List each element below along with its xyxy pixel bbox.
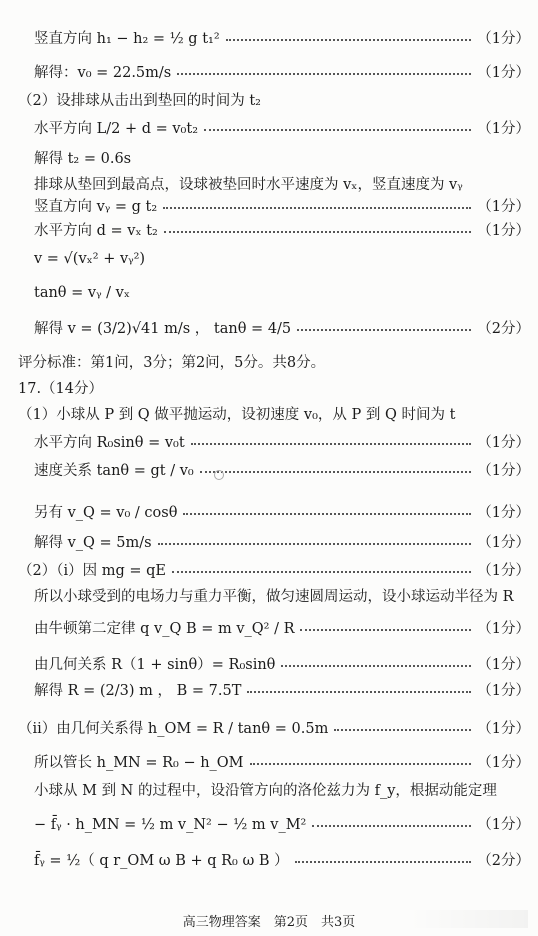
line-text: 由牛顿第二定律 q v_Q B = m v_Q² / R [34,621,295,637]
solution-line [0,718,538,748]
score-label: （1分） [477,817,530,833]
solution-line [0,90,538,120]
line-text: 解得 v = (3/2)√41 m/s ， tanθ = 4/5 [34,321,292,337]
leader-dots [250,763,471,765]
leader-dots [163,207,471,209]
leader-dots [297,329,471,331]
leader-dots [226,39,471,41]
score-label: （1分） [477,435,530,451]
leader-dots [172,571,471,573]
line-text: 水平方向 R₀sinθ = v₀t [34,435,185,451]
line-text: 17.（14分） [18,381,104,397]
line-text: （ii）由几何关系得 h_OM = R / tanθ = 0.5m [18,721,329,737]
line-text: 由几何关系 R（1 + sinθ）= R₀sinθ [34,657,276,673]
solution-line [0,850,538,880]
solution-line [0,282,538,312]
leader-dots [177,73,471,75]
solution-line [0,502,538,532]
leader-dots [158,543,471,545]
score-label: （1分） [477,223,530,239]
score-label: （1分） [477,463,530,479]
leader-dots [295,861,471,863]
line-text: 速度关系 tanθ = gt / v₀ [34,463,194,479]
score-label: （1分） [477,683,530,699]
line-text: 评分标准：第1问，3分；第2问，5分。共8分。 [18,355,326,371]
line-text: − f̄ᵧ · h_MN = ½ m v_N² − ½ m v_M² [34,817,307,833]
line-text: 解得 R = (2/3) m ， B = 7.5T [34,683,242,699]
leader-dots [191,443,471,445]
solution-line [0,432,538,462]
line-text: 竖直方向 h₁ − h₂ = ½ g t₁² [34,31,220,47]
leader-dots [334,729,471,731]
line-text: 解得 t₂ = 0.6s [34,151,132,167]
leader-dots [164,231,471,233]
leader-dots [281,665,471,667]
score-label: （1分） [477,65,530,81]
line-text: 所以管长 h_MN = R₀ − h_OM [34,755,244,771]
score-label: （1分） [477,199,530,215]
leader-dots [300,629,471,631]
score-label: （1分） [477,535,530,551]
score-label: （1分） [477,721,530,737]
solution-line [0,780,538,810]
solution-line [0,752,538,782]
line-text: 另有 v_Q = v₀ / cosθ [34,505,178,521]
line-text: 所以小球受到的电场力与重力平衡，做匀速圆周运动，设小球运动半径为 R [34,589,514,605]
score-label: （1分） [477,657,530,673]
leader-dots [204,129,471,131]
line-text: v = √(vₓ² + vᵧ²) [34,251,146,267]
score-label: （1分） [477,505,530,521]
leader-dots [183,513,471,515]
solution-line [0,404,538,434]
solution-line [0,118,538,148]
line-text: 小球从 M 到 N 的过程中，设沿管方向的洛伦兹力为 f_y，根据动能定理 [34,783,497,799]
line-text: tanθ = vᵧ / vₓ [34,285,130,301]
score-label: （2分） [477,853,530,869]
score-label: （1分） [477,755,530,771]
solution-line [0,220,538,250]
solution-line [0,62,538,92]
line-text: （1）小球从 P 到 Q 做平抛运动，设初速度 v₀，从 P 到 Q 时间为 t [18,407,456,423]
line-text: （2）（i）因 mg = qE [18,563,166,579]
score-label: （1分） [477,121,530,137]
solution-line [0,680,538,710]
solution-line [0,618,538,648]
line-text: （2）设排球从击出到垫回的时间为 t₂ [18,93,261,109]
score-label: （2分） [477,321,530,337]
line-text: 解得：v₀ = 22.5m/s [34,65,172,81]
leader-dots [247,691,471,693]
score-label: （1分） [477,563,530,579]
solution-line [0,532,538,562]
solution-line [0,814,538,844]
leader-dots [312,825,471,827]
solution-line [0,248,538,278]
leader-dots [200,471,471,473]
solution-line [0,460,538,490]
solution-line [0,28,538,58]
line-text: f̄ᵧ = ½（ q r_OM ω B + q R₀ ω B ） [34,853,289,869]
line-text: 竖直方向 vᵧ = g t₂ [34,199,158,215]
score-label: （1分） [477,621,530,637]
line-text: 排球从垫回到最高点，设球被垫回时水平速度为 vₓ，竖直速度为 vᵧ [34,177,463,193]
line-text: 水平方向 L/2 + d = v₀t₂ [34,121,199,137]
solution-line [0,586,538,616]
scan-mark [214,470,224,480]
page-footer: 高三物理答案 第2页 共3页 [182,915,356,930]
line-text: 水平方向 d = vₓ t₂ [34,223,158,239]
line-text: 解得 v_Q = 5m/s [34,535,152,551]
solution-line [0,318,538,348]
score-label: （1分） [477,31,530,47]
